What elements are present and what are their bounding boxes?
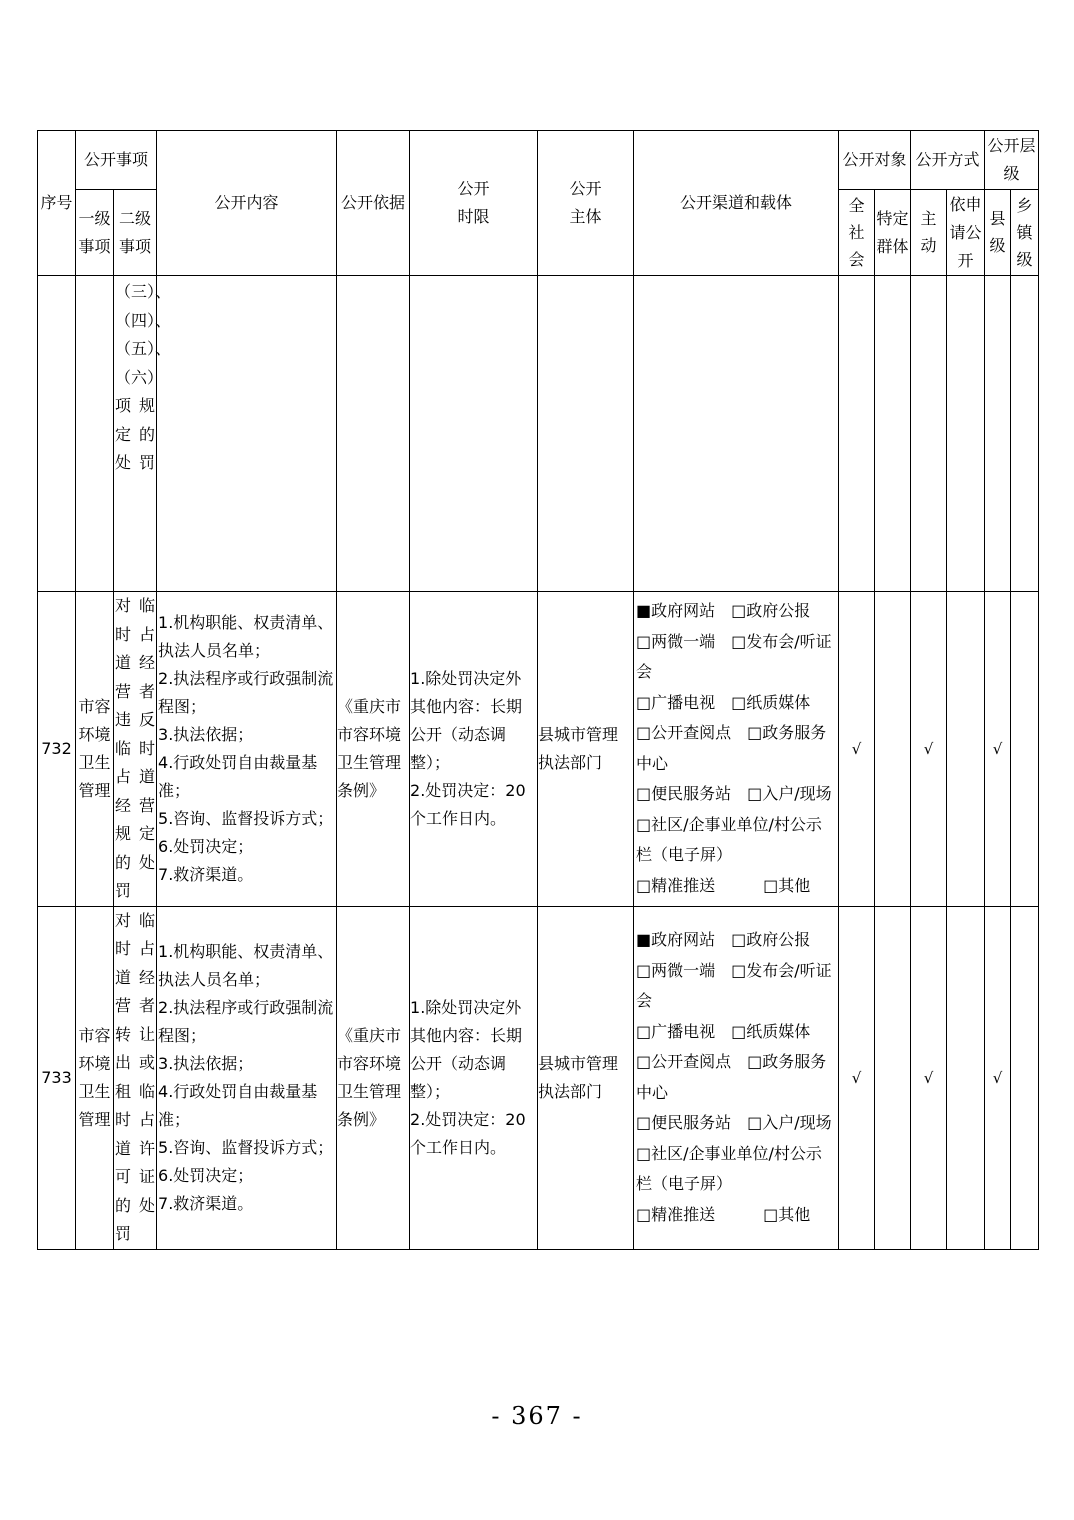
check-on-request: [947, 906, 985, 1249]
row-content: [157, 906, 337, 1249]
cont-basis: [337, 276, 410, 592]
row-channels: [634, 906, 839, 1249]
page-number: - 367 -: [491, 1402, 583, 1430]
check-county: √: [985, 592, 1011, 907]
header-item-l2: 二级事项: [114, 190, 157, 276]
cont-county: [985, 276, 1011, 592]
content-line: 2.执法程序或行政强制流程图；: [158, 668, 334, 716]
header-basis: 公开依据: [337, 131, 410, 276]
check-specific-group: [875, 592, 911, 907]
check-all-society: √: [839, 592, 875, 907]
row-item-l2: 对临时占道经营者转让出或租临时占道许可证的处罚: [114, 906, 157, 1249]
cont-town: [1011, 276, 1039, 592]
channel-line: □精准推送 □其他: [636, 1204, 811, 1224]
row-content: [157, 592, 337, 907]
check-town: [1011, 906, 1039, 1249]
row-subject: 县城市管理执法部门: [538, 592, 634, 907]
check-active: √: [911, 592, 947, 907]
cont-all: [839, 276, 875, 592]
row-time-limit: [410, 592, 538, 907]
cont-request: [947, 276, 985, 592]
header-method-request: 依申请公开: [947, 190, 985, 276]
content-line: 3.执法依据；: [158, 724, 254, 744]
header-content: 公开内容: [157, 131, 337, 276]
header-seq: 序号: [38, 131, 76, 276]
row-seq: 732: [38, 592, 76, 907]
content-line: 5.咨询、监督投诉方式；: [158, 1137, 334, 1157]
cont-specific: [875, 276, 911, 592]
channel-line: □社区/企事业单位/村公示栏（电子屏）: [636, 814, 822, 865]
row-subject: 县城市管理执法部门: [538, 906, 634, 1249]
check-active: √: [911, 906, 947, 1249]
content-line: 3.执法依据；: [158, 1053, 254, 1073]
header-item: 公开事项: [76, 131, 157, 190]
cont-time-limit: [410, 276, 538, 592]
cont-active: [911, 276, 947, 592]
row-item-l1: 市容环境卫生管理: [76, 906, 114, 1249]
check-specific-group: [875, 906, 911, 1249]
content-line: 4.行政处罚自由裁量基准；: [158, 752, 318, 800]
header-level: 公开层级: [985, 131, 1039, 190]
content-line: 1.机构职能、权责清单、执法人员名单；: [158, 941, 334, 989]
channel-line: □两微一端 □发布会/听证会: [636, 631, 832, 682]
header-time-limit: 公开时限: [410, 131, 538, 276]
channel-line: □公开查阅点 □政务服务中心: [636, 1052, 827, 1102]
header-channels: 公开渠道和载体: [634, 131, 839, 276]
cont-seq: [38, 276, 76, 592]
channel-line: □精准推送 □其他: [636, 875, 811, 895]
channel-line: □公开查阅点 □政务服务中心: [636, 723, 827, 773]
header-level-county: 县级: [985, 190, 1011, 276]
content-line: 7.救济渠道。: [158, 1193, 254, 1213]
channel-line: □两微一端 □发布会/听证会: [636, 960, 832, 1010]
channel-line: ■政府网站 □政府公报: [636, 930, 811, 949]
content-line: 4.行政处罚自由裁量基准；: [158, 1081, 318, 1129]
row-item-l1: 市容环境卫生管理: [76, 592, 114, 907]
cont-channels: [634, 276, 839, 592]
channel-line: ■政府网站 □政府公报: [636, 601, 811, 621]
channel-line: □社区/企事业单位/村公示栏（电子屏）: [636, 1143, 822, 1193]
time-limit-line: 1.除处罚决定外其他内容：长期公开（动态调整）；: [410, 997, 523, 1101]
channel-line: □广播电视 □纸质媒体: [636, 692, 811, 712]
row-seq: 733: [38, 906, 76, 1249]
time-limit-line: 1.除处罚决定外其他内容：长期公开（动态调整）；: [410, 668, 523, 772]
check-all-society: √: [839, 906, 875, 1249]
header-audience: 公开对象: [839, 131, 911, 190]
header-item-l1: 一级事项: [76, 190, 114, 276]
header-row-1: [38, 131, 1039, 190]
row-item-l2: 对临时占道经营者违反临时占道经营规定的处罚: [114, 592, 157, 907]
content-line: 6.处罚决定；: [158, 836, 254, 856]
content-line: 6.处罚决定；: [158, 1165, 254, 1185]
check-on-request: [947, 592, 985, 907]
cont-subject: [538, 276, 634, 592]
header-audience-specific: 特定群体: [875, 190, 911, 276]
channel-line: □便民服务站 □入户/现场: [636, 784, 832, 804]
table-row: [38, 592, 1039, 907]
row-basis: 《重庆市市容环境卫生管理条例》: [337, 906, 410, 1249]
header-method-active: 主动: [911, 190, 947, 276]
check-county: √: [985, 906, 1011, 1249]
content-line: 1.机构职能、权责清单、执法人员名单；: [158, 612, 334, 660]
content-line: 7.救济渠道。: [158, 864, 254, 884]
cont-item-l2: （三）、（四）、（五）、（六）项规定的处罚: [114, 276, 157, 592]
channel-line: □广播电视 □纸质媒体: [636, 1021, 811, 1041]
cont-content: [157, 276, 337, 592]
header-subject: 公开主体: [538, 131, 634, 276]
content-line: 5.咨询、监督投诉方式；: [158, 808, 334, 828]
time-limit-line: 2.处罚决定：20个工作日内。: [410, 1109, 526, 1157]
content-line: 2.执法程序或行政强制流程图；: [158, 997, 334, 1045]
row-basis: 《重庆市市容环境卫生管理条例》: [337, 592, 410, 907]
header-audience-all: 全社会: [839, 190, 875, 276]
header-level-town: 乡镇级: [1011, 190, 1039, 276]
table-row: [38, 906, 1039, 1249]
time-limit-line: 2.处罚决定：20个工作日内。: [410, 780, 526, 828]
channel-line: □便民服务站 □入户/现场: [636, 1113, 832, 1132]
cont-item-l1: [76, 276, 114, 592]
check-town: [1011, 592, 1039, 907]
row-time-limit: [410, 906, 538, 1249]
continuation-row: [38, 276, 1039, 592]
row-channels: [634, 592, 839, 907]
disclosure-table: [37, 130, 1039, 1250]
header-method: 公开方式: [911, 131, 985, 190]
